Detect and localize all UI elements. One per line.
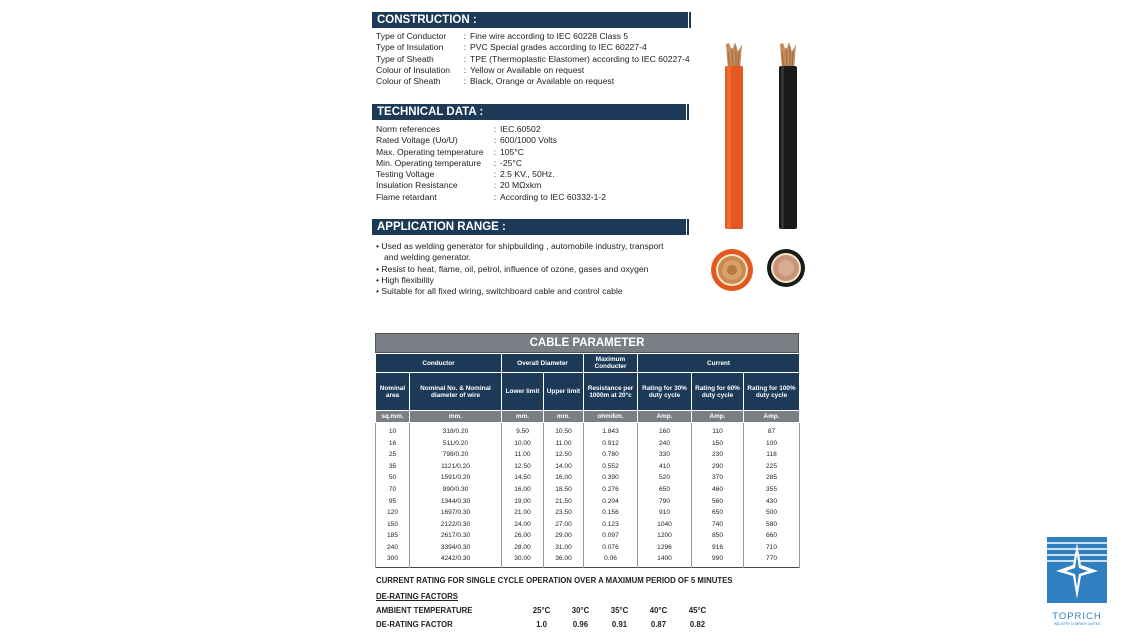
table-cell: 240 [376,541,410,553]
derate-value: 45°C [688,606,707,615]
table-cell: 770 [744,553,800,567]
ambient-temperature-row [376,606,717,615]
table-cell: 120 [376,507,410,519]
table-row [376,461,800,473]
table-cell: 290 [692,461,744,473]
table-row [376,518,800,530]
col-header: Rating for 30% duty cycle [638,373,692,411]
table-row [376,507,800,519]
technical-key: Max. Operating temperature [376,146,484,157]
technical-key: Norm references [376,124,440,134]
technical-value: 105°C [500,146,524,157]
table-cell: 330 [638,449,692,461]
table-cell: 160 [638,423,692,438]
technical-row [376,158,606,169]
table-cell: 24.00 [502,518,544,530]
table-cell: 100 [744,438,800,450]
colon-separator: : [463,42,467,53]
table-cell: 30.00 [502,553,544,567]
col-header: Rating for 60% duty cycle [692,373,744,411]
table-cell: 18.50 [544,484,584,496]
technical-value: 2.5 KV., 50Hz. [500,169,555,180]
application-bullet: • Suitable for all fixed wiring, switchboard cable and control cable [376,286,623,297]
current-rating-note: CURRENT RATING FOR SINGLE CYCLE OPERATION OVER A MAXIMUM PERIOD OF 5 MINUTES [376,576,733,585]
table-cell: 10 [376,423,410,438]
technical-key: Rated Voltage (Uo/U) [376,135,458,146]
technical-row [376,135,606,146]
table-row [376,449,800,461]
table-row [376,553,800,567]
table-cell: 650 [692,507,744,519]
colon-separator: : [493,169,497,180]
table-cell: 430 [744,495,800,507]
table-cell: 16.00 [544,472,584,484]
derate-value: 0.91 [611,620,628,629]
colon-separator: : [493,146,497,157]
derate-value: 0.87 [650,620,667,629]
construction-value: Fine wire according to IEC 60228 Class 5 [470,31,629,41]
construction-list [376,31,690,87]
table-cell: 0.123 [584,518,638,530]
table-cell: 11.00 [502,449,544,461]
table-cell: 580 [744,518,800,530]
table-cell: 0.097 [584,530,638,542]
table-row [376,530,800,542]
construction-key: Type of Conductor [376,31,447,41]
table-cell: 1.843 [584,423,638,438]
table-cell: 0.390 [584,472,638,484]
application-bullet: and welding generator. [384,252,471,263]
construction-key: Type of Sheath [376,53,434,64]
table-cell: 185 [376,530,410,542]
col-header: Rating for 100% duty cycle [744,373,800,411]
colon-separator: : [463,53,467,64]
unit-cell: mm. [544,411,584,423]
table-cell: 12.50 [544,449,584,461]
construction-row [376,76,690,87]
table-cell: 285 [744,472,800,484]
table-cell: 25 [376,449,410,461]
table-cell: 240 [638,438,692,450]
table-cell: 12.50 [502,461,544,473]
orange-cable-cross-section [710,248,754,292]
table-cell: 910 [638,507,692,519]
unit-cell: sq.mm. [376,411,410,423]
table-cell: 1296 [638,541,692,553]
derate-value: 1.0 [536,620,547,629]
technical-value: IEC.60502 [500,124,541,134]
table-row [376,541,800,553]
technical-value: According to IEC 60332-1-2 [500,191,607,202]
table-cell: 110 [692,423,744,438]
col-header: Resistance per 1000m at 20°c [584,373,638,411]
table-cell: 19.00 [502,495,544,507]
technical-value: 20 MΩxkm [500,180,542,191]
table-cell: 29.00 [544,530,584,542]
table-cell: 4242/0.30 [410,553,502,567]
colon-separator: : [463,31,467,41]
black-cable-cross-section [766,248,806,288]
table-cell: 50 [376,472,410,484]
col-header: Nominal area [376,373,410,411]
unit-cell: Amp. [692,411,744,423]
table-title: CABLE PARAMETER [375,333,799,353]
table-cell: 21.50 [544,495,584,507]
construction-row [376,42,690,53]
table-cell: 2617/0.30 [410,530,502,542]
technical-header: TECHNICAL DATA : [372,104,686,120]
table-cell: 230 [692,449,744,461]
table-cell: 0.06 [584,553,638,567]
table-row [376,423,800,438]
technical-key: Min. Operating temperature [376,157,482,168]
unit-cell: Amp. [744,411,800,423]
cable-parameter-table [375,333,799,568]
col-header: Lower limit [502,373,544,411]
derate-value: 0.82 [689,620,706,629]
technical-row [376,192,606,203]
table-cell: 990 [692,553,744,567]
table-cell: 87 [744,423,800,438]
table-cell: 798/0.20 [410,449,502,461]
table-cell: 10.00 [502,438,544,450]
table-cell: 0.276 [584,484,638,496]
table-cell: 1040 [638,518,692,530]
table-row [376,495,800,507]
table-cell: 2122/0.30 [410,518,502,530]
group-header-overall-diameter: Overall Diameter [502,354,584,373]
construction-value: Black, Orange or Available on request [470,76,615,87]
table-cell: 318/0.20 [410,423,502,438]
table-cell: 1400 [638,553,692,567]
table-cell: 0.912 [584,438,638,450]
colon-separator: : [463,76,467,87]
table-cell: 28.00 [502,541,544,553]
construction-key: Colour of Insulation [376,64,451,75]
construction-header: CONSTRUCTION : [372,12,688,28]
toprich-logo-icon [1046,537,1108,605]
table-cell: 990/0.30 [410,484,502,496]
derate-value: 40°C [649,606,668,615]
table-cell: 916 [692,541,744,553]
construction-row [376,31,690,42]
table-cell: 95 [376,495,410,507]
derate-value: 35°C [610,606,629,615]
derating-title: DE-RATING FACTORS [376,592,459,601]
table-row [376,438,800,450]
unit-cell: ohm/km. [584,411,638,423]
table-cell: 790 [638,495,692,507]
construction-row [376,65,690,76]
application-bullet: • Resist to heat, flame, oil, petrol, influence of ozone, gases and oxygen [376,263,649,274]
table-cell: 355 [744,484,800,496]
table-cell: 70 [376,484,410,496]
table-cell: 27.00 [544,518,584,530]
table-cell: 1591/0.20 [410,472,502,484]
orange-cable-image [718,42,748,232]
table-cell: 14.50 [502,472,544,484]
construction-key: Colour of Sheath [376,76,441,87]
table-cell: 460 [692,484,744,496]
table-cell: 14.00 [544,461,584,473]
table-cell: 150 [376,518,410,530]
table-cell: 11.00 [544,438,584,450]
table-cell: 31.00 [544,541,584,553]
table-cell: 850 [692,530,744,542]
technical-key: Testing Voltage [376,169,435,180]
colon-separator: : [493,135,497,146]
table-cell: 0.076 [584,541,638,553]
table-cell: 1121/0.20 [410,461,502,473]
black-cable-image [772,42,802,232]
unit-cell: mm. [502,411,544,423]
table-cell: 370 [692,472,744,484]
construction-key: Type of Insulation [376,42,444,53]
table-cell: 0.204 [584,495,638,507]
technical-key: Flame retardant [376,191,437,202]
derate-label: DE-RATING FACTOR [376,620,453,629]
technical-row [376,147,606,158]
table-cell: 0.780 [584,449,638,461]
table-cell: 650 [638,484,692,496]
unit-cell: Amp. [638,411,692,423]
application-bullet: • Used as welding generator for shipbuilding , automobile industry, transport [376,241,664,251]
table-row [376,484,800,496]
derating-factor-row [376,620,717,629]
technical-row [376,180,606,191]
application-bullet: • High flexibility [376,274,434,285]
toprich-logo [1046,537,1108,626]
table-cell: 16 [376,438,410,450]
table-cell: 410 [638,461,692,473]
table-cell: 35 [376,461,410,473]
table-cell: 710 [744,541,800,553]
table-cell: 300 [376,553,410,567]
table-cell: 26.00 [502,530,544,542]
construction-value: Yellow or Available on request [470,64,585,75]
logo-tagline: INDUSTRY COMPANY LIMITED [1053,622,1101,626]
table-cell: 660 [744,530,800,542]
technical-row [376,124,606,135]
derate-value: 25°C [532,606,551,615]
technical-list [376,124,606,203]
table-cell: 1200 [638,530,692,542]
table-cell: 560 [692,495,744,507]
table-cell: 16.00 [502,484,544,496]
technical-key: Insulation Resistance [376,180,458,191]
table-row [376,472,800,484]
table-cell: 500 [744,507,800,519]
construction-value: PVC Special grades according to IEC 60227-4 [470,42,647,53]
technical-value: -25°C [500,157,523,168]
application-list [376,241,664,297]
application-header: APPLICATION RANGE : [372,219,686,235]
group-header-conductor: Conductor [376,354,502,373]
table-cell: 118 [744,449,800,461]
table-cell: 36.00 [544,553,584,567]
table-cell: 3394/0.30 [410,541,502,553]
colon-separator: : [493,180,497,191]
table-body [376,423,800,568]
derate-value: 0.96 [572,620,589,629]
table-cell: 23.50 [544,507,584,519]
colon-separator: : [493,157,497,168]
logo-name: TOPRICH [1052,611,1102,622]
unit-cell: mm. [410,411,502,423]
table-cell: 1697/0.30 [410,507,502,519]
table-cell: 225 [744,461,800,473]
col-header: Upper limit [544,373,584,411]
construction-value: TPE (Thermoplastic Elastomer) according to IEC 60227-4 [470,53,690,64]
derate-value: 30°C [571,606,590,615]
group-header-current: Current [638,354,800,373]
technical-row [376,169,606,180]
col-header: Nominal No. & Nominal diameter of wire [410,373,502,411]
construction-row [376,54,690,65]
table-cell: 150 [692,438,744,450]
technical-value: 600/1000 Volts [500,135,557,146]
table-cell: 511/0.20 [410,438,502,450]
colon-separator: : [493,124,497,134]
table-cell: 520 [638,472,692,484]
table-cell: 1344/0.30 [410,495,502,507]
table-cell: 10.50 [544,423,584,438]
table-cell: 9.50 [502,423,544,438]
colon-separator: : [463,64,467,75]
table-cell: 21.00 [502,507,544,519]
table-cell: 740 [692,518,744,530]
group-header-max-conductor: Maximum Conducter [584,354,638,373]
table-cell: 0.156 [584,507,638,519]
table-cell: 0.552 [584,461,638,473]
colon-separator: : [493,191,497,202]
derate-label: AMBIENT TEMPERATURE [376,606,473,615]
